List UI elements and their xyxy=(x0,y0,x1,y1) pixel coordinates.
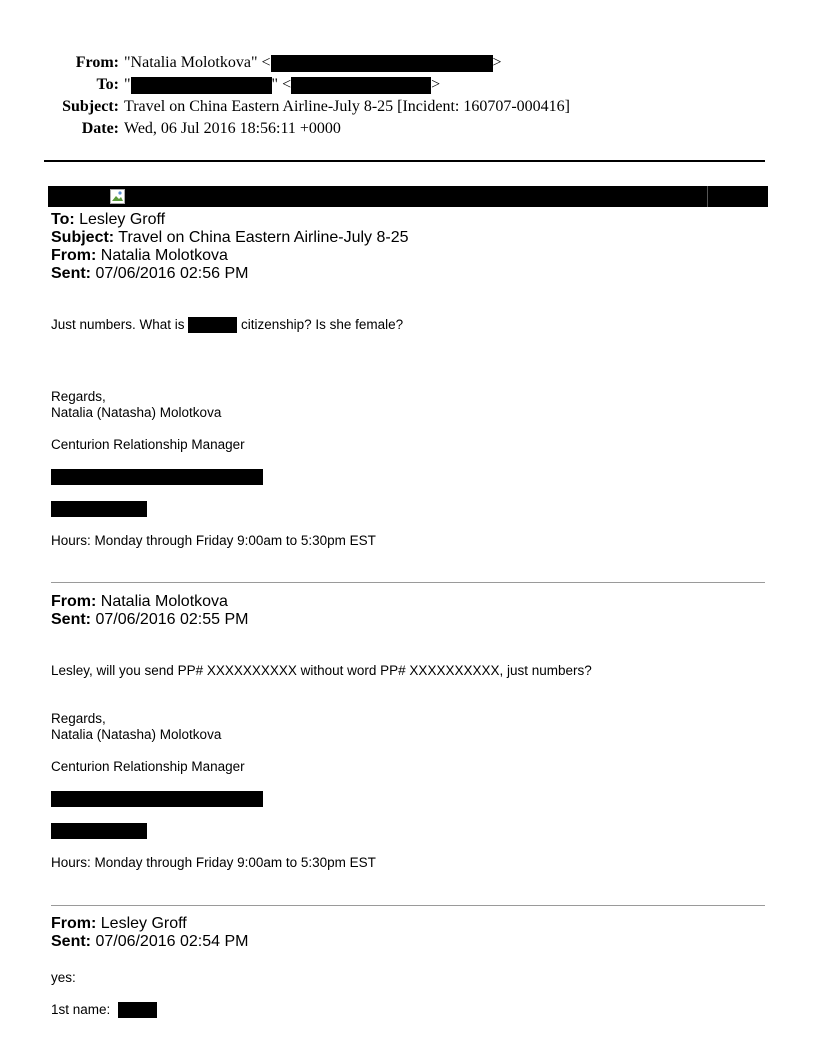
message-divider xyxy=(51,582,765,583)
redacted-name xyxy=(118,1002,157,1018)
message3-sent-label: Sent: xyxy=(51,933,91,950)
message1-subject-value: Travel on China Eastern Airline-July 8-25 xyxy=(114,229,409,246)
redacted-banner xyxy=(48,186,768,207)
broken-image-icon xyxy=(110,189,125,204)
message1-body: Just numbers. What is citizenship? Is she female? xyxy=(51,317,404,332)
header-to-mid: " < xyxy=(271,76,292,93)
redacted-email xyxy=(291,77,431,94)
message3-body: yes: xyxy=(51,970,76,985)
message2-signature-title: Centurion Relationship Manager xyxy=(51,759,245,774)
message2-from-value: Natalia Molotkova xyxy=(96,593,228,610)
message1-regards: Regards, xyxy=(51,389,106,404)
message1-from-label: From: xyxy=(51,247,97,264)
message3-first-name-row xyxy=(51,1002,157,1018)
message2-meta xyxy=(51,593,248,629)
message3-sent-value: 07/06/2016 02:54 PM xyxy=(91,933,249,950)
header-subject-row xyxy=(0,96,816,118)
header-from-value: "Natalia Molotkova" < xyxy=(124,54,271,71)
message1-signature-name: Natalia (Natasha) Molotkova xyxy=(51,405,222,420)
header-to-open: " xyxy=(124,76,131,93)
header-date-label: Date: xyxy=(81,120,119,137)
header-date-value: Wed, 06 Jul 2016 18:56:11 +0000 xyxy=(124,120,341,137)
message1-sent-value: 07/06/2016 02:56 PM xyxy=(91,265,249,282)
message1-from-value: Natalia Molotkova xyxy=(96,247,228,264)
redacted-contact xyxy=(51,469,263,485)
message1-hours: Hours: Monday through Friday 9:00am to 5:30pm EST xyxy=(51,533,376,548)
first-name-label: 1st name: xyxy=(51,1002,111,1017)
redacted-email xyxy=(271,55,493,72)
message1-to-label: To: xyxy=(51,211,75,228)
message2-sent-value: 07/06/2016 02:55 PM xyxy=(91,611,249,628)
message2-from-label: From: xyxy=(51,593,97,610)
message1-subject-label: Subject: xyxy=(51,229,115,246)
email-header xyxy=(0,52,816,140)
message1-signature-title: Centurion Relationship Manager xyxy=(51,437,245,452)
header-subject-value: Travel on China Eastern Airline-July 8-25 [Incident: 160707-000416] xyxy=(124,98,570,115)
redacted-contact xyxy=(51,501,147,517)
message2-hours: Hours: Monday through Friday 9:00am to 5:30pm EST xyxy=(51,855,376,870)
message2-body: Lesley, will you send PP# XXXXXXXXXX without word PP# XXXXXXXXXX, just numbers? xyxy=(51,663,592,678)
header-to-close: > xyxy=(431,76,441,93)
message3-meta xyxy=(51,915,248,951)
header-from-label: From: xyxy=(75,54,119,71)
message3-from-value: Lesley Groff xyxy=(96,915,187,932)
redacted-name xyxy=(131,77,272,94)
message2-regards: Regards, xyxy=(51,711,106,726)
message-divider xyxy=(51,905,765,906)
header-to-label: To: xyxy=(96,76,119,93)
header-to-row xyxy=(0,74,816,96)
redacted-contact xyxy=(51,823,147,839)
message2-sent-label: Sent: xyxy=(51,611,91,628)
message1-to-value: Lesley Groff xyxy=(74,211,166,228)
header-date-row xyxy=(0,118,816,140)
header-divider xyxy=(44,160,765,162)
header-subject-label: Subject: xyxy=(62,98,119,115)
header-from-close: > xyxy=(492,54,502,71)
message2-signature-name: Natalia (Natasha) Molotkova xyxy=(51,727,222,742)
redacted-contact xyxy=(51,791,263,807)
message1-meta xyxy=(51,211,409,283)
message3-from-label: From: xyxy=(51,915,97,932)
header-from-row xyxy=(0,52,816,74)
redacted-name xyxy=(188,317,237,333)
message1-sent-label: Sent: xyxy=(51,265,91,282)
